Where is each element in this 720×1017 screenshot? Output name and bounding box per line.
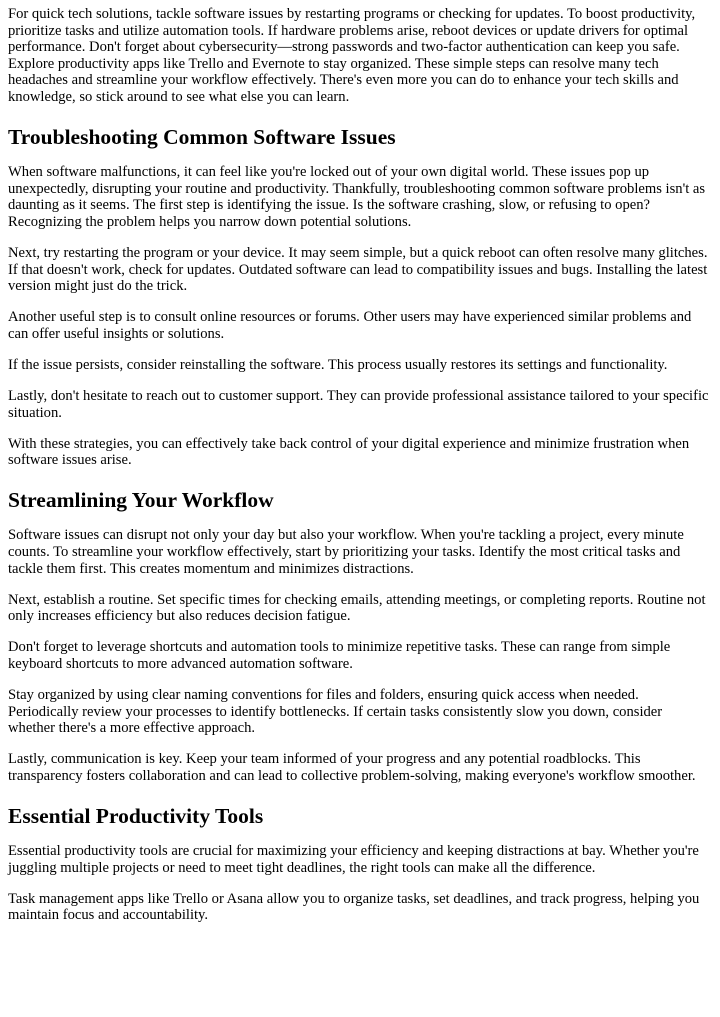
paragraph: Task management apps like Trello or Asana allow you to organize tasks, set deadlines, and track progress, helping you maintain focus and accountability. <box>8 890 700 924</box>
paragraph: Stay organized by using clear naming conventions for files and folders, ensuring quick access when needed. Periodically review your processes to identify bottlenecks. If certain tasks consistently slow you down, consider whether there's a more effective approach. <box>8 687 663 737</box>
section-heading-troubleshooting: Troubleshooting Common Software Issues <box>8 125 396 150</box>
paragraph: Lastly, communication is key. Keep your team informed of your progress and any potential roadblocks. This transparency fosters collaboration and can lead to collective problem-solving, making everyone's workflow smoother. <box>8 751 696 784</box>
paragraph: Lastly, don't hesitate to reach out to customer support. They can provide professional assistance tailored to your specific situation. <box>8 388 709 421</box>
paragraph: Next, try restarting the program or your device. It may seem simple, but a quick reboot can often resolve many glitches. If that doesn't work, check for updates. Outdated software can lead to compatibility issues and bugs. Installing the latest version might just do the trick. <box>8 244 708 295</box>
paragraph: When software malfunctions, it can feel like you're locked out of your own digital world. These issues pop up unexpectedly, disrupting your routine and productivity. Thankfully, troubleshooting common software problems isn't as daunting as it seems. The first step is identifying the issue. Is the software crashing, slow, or refusing to open? Recognizing the problem helps you narrow down potential solutions. <box>8 164 706 230</box>
paragraph: Another useful step is to consult online resources or forums. Other users may have experienced similar problems and can offer useful insights or solutions. <box>8 309 692 342</box>
section-troubleshooting <box>8 120 712 469</box>
intro-paragraph: For quick tech solutions, tackle software issues by restarting programs or checking for updates. To boost productivity, prioritize tasks and utilize automation tools. If hardware problems arise, reboot devices or update drivers for optimal performance. Don't forget about cybersecurity—strong passwords and two-factor authentication can keep you safe. Explore productivity apps like Trello and Evernote to stay organized. These simple steps can resolve many tech headaches and streamline your workflow effectively. There's even more you can do to enhance your tech skills and knowledge, so stick around to see what else you can learn. <box>8 6 696 105</box>
section-workflow <box>8 483 712 784</box>
paragraph: Software issues can disrupt not only your day but also your workflow. When you're tackling a project, every minute counts. To streamline your workflow effectively, start by prioritizing your tasks. Identify the most critical tasks and tackle them first. This creates momentum and minimizes distractions. <box>8 527 684 577</box>
section-heading-workflow: Streamlining Your Workflow <box>8 488 274 513</box>
paragraph: Next, establish a routine. Set specific times for checking emails, attending meetings, or completing reports. Routine not only increases efficiency but also reduces decision fatigue. <box>8 591 706 625</box>
paragraph: If the issue persists, consider reinstalling the software. This process usually restores its settings and functionality. <box>8 356 668 373</box>
paragraph: Essential productivity tools are crucial for maximizing your efficiency and keeping distractions at bay. Whether you're juggling multiple projects or need to meet tight deadlines, the right tools can make all the difference. <box>8 843 699 876</box>
section-productivity-tools <box>8 799 712 924</box>
paragraph: With these strategies, you can effectively take back control of your digital experience and minimize frustration when software issues arise. <box>8 435 690 469</box>
section-heading-productivity-tools: Essential Productivity Tools <box>8 804 264 828</box>
paragraph: Don't forget to leverage shortcuts and automation tools to minimize repetitive tasks. These can range from simple keyboard shortcuts to more advanced automation software. <box>8 639 671 672</box>
